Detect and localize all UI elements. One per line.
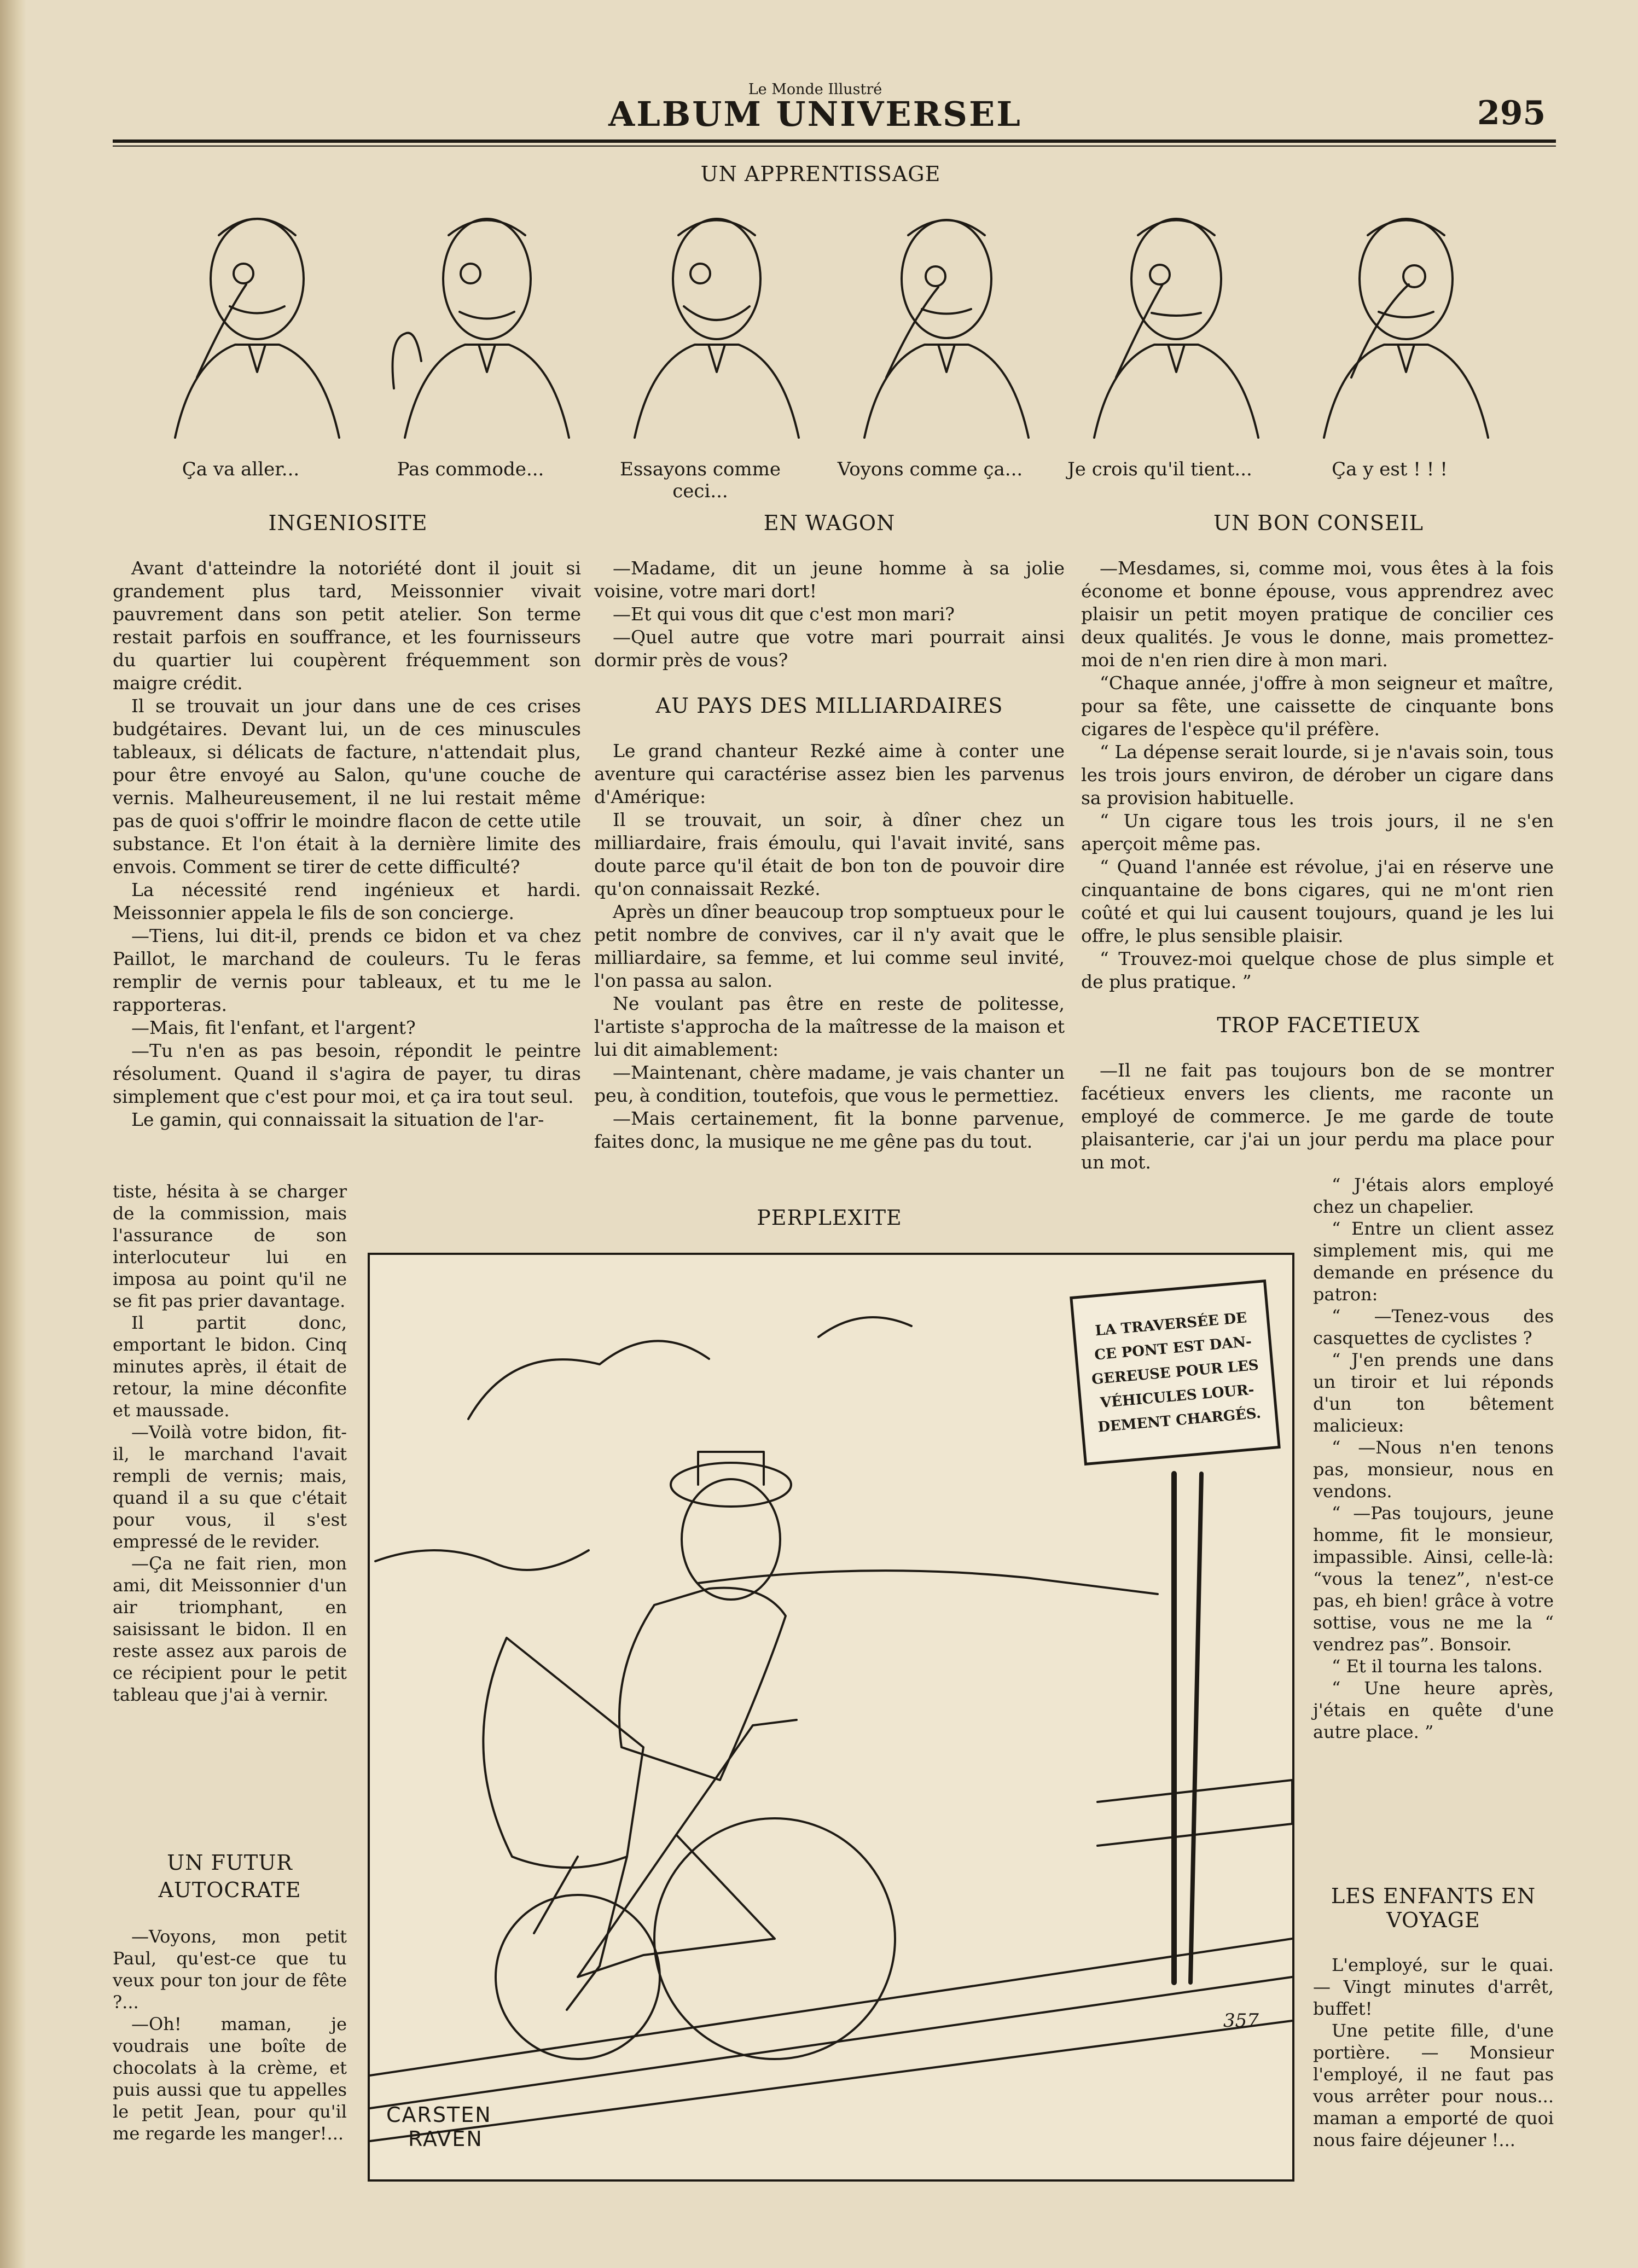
paragraph: —Et qui vous dit que c'est mon mari? xyxy=(613,603,955,625)
masthead-rule-thin xyxy=(113,146,1556,147)
paragraph: “ Une heure après, j'étais en quête d'une autre place. ” xyxy=(1313,1678,1554,1742)
heading-futur-autocrate: UN FUTUR AUTOCRATE xyxy=(158,1851,301,1902)
page-number: 295 xyxy=(1477,94,1546,132)
futur-autocrate-text xyxy=(113,1926,347,2144)
sign-line: CE PONT EST DAN- xyxy=(1094,1333,1253,1364)
cartoon-caption-3: Essayons comme ceci... xyxy=(620,458,781,502)
ingeniosite-lower xyxy=(113,1180,347,1706)
paragraph: —Quel autre que votre mari pourrait ainsi dormir près de vous? xyxy=(594,626,1065,671)
paragraph: “ Un cigare tous les trois jours, il ne s'en aperçoit même pas. xyxy=(1081,810,1554,854)
paragraph: —Tu n'en as pas besoin, répondit le peintre résolument. Quand il s'agira de payer, tu diras simplement que c'est pour moi, et ça ira tout seul. xyxy=(113,1040,581,1107)
masthead-title: ALBUM UNIVERSEL xyxy=(608,94,1022,134)
trop-facetieux-lower xyxy=(1313,1174,1554,1743)
paragraph: —Mais certainement, fit la bonne parvenue, faites donc, la musique ne me gêne pas du tout. xyxy=(594,1108,1065,1152)
paragraph: —Mesdames, si, comme moi, vous êtes à la fois économe et bonne épouse, vous apprendrez avec plaisir un petit moyen pratique de concilier ces deux qualités. Je vous le donne, mais promettez-moi de n'en rien dire à mon mari. xyxy=(1081,557,1554,671)
en-wagon-text xyxy=(594,557,1065,672)
heading-bon-conseil: UN BON CONSEIL xyxy=(1213,511,1424,535)
paragraph: “ Quand l'année est révolue, j'ai en réserve une cinquantaine de bons cigares, qui ne m'ont rien coûté et qui lui causent toujours, quand je les lui offre, le plus sensible plaisir. xyxy=(1081,856,1554,946)
paragraph: —Mais, fit l'enfant, et l'argent? xyxy=(131,1017,416,1038)
cartoon-title: UN APPRENTISSAGE xyxy=(700,162,941,186)
sign-line: LA TRAVERSÉE DE xyxy=(1094,1310,1248,1340)
paragraph: Avant d'atteindre la notoriété dont il jouit si grandement plus tard, Meissonnier vivait pauvrement dans son petit atelier. Son terme restait parfois en souffrance, et les fournisseurs du quartier lui coupèrent fréquemment son maigre crédit. xyxy=(113,557,581,694)
cartoon-caption-5: Je crois qu'il tient... xyxy=(1067,458,1252,480)
masthead-rule xyxy=(113,139,1556,143)
paragraph: —Tiens, lui dit-il, prends ce bidon et va chez Paillot, le marchand de couleurs. Tu le feras remplir de vernis pour tableaux, et tu me le rapporteras. xyxy=(113,925,581,1015)
heading-en-wagon: EN WAGON xyxy=(763,511,896,535)
binding-shadow xyxy=(0,0,26,2268)
paragraph: “ —Pas toujours, jeune homme, fit le monsieur, impassible. Ainsi, celle-là: “vous la tenez”, n'est-ce pas, eh bien! grâce à votre sottise, vous ne me la “ vendrez pas”. Bonsoir. xyxy=(1313,1503,1554,1655)
paragraph: —Voilà votre bidon, fit-il, le marchand l'avait rempli de vernis; mais, quand il a su que c'était pour vous, il s'est empressé de le revider. xyxy=(113,1422,347,1552)
heading-ingeniosite: INGENIOSITE xyxy=(268,511,428,535)
paragraph: tiste, hésita à se charger de la commission, mais l'assurance de son interlocuteur lui en imposa au point qu'il ne se fit pas prier davantage. xyxy=(113,1181,347,1311)
paragraph: —Maintenant, chère madame, je vais chanter un peu, à condition, toutefois, que vous le permettiez. xyxy=(594,1062,1065,1106)
paragraph: L'employé, sur le quai. — Vingt minutes d'arrêt, buffet! xyxy=(1313,1955,1554,2019)
artist-signature xyxy=(386,2103,492,2151)
paragraph: Le gamin, qui connaissait la situation de l'ar- xyxy=(131,1109,544,1130)
sign-line: VÉHICULES LOUR- xyxy=(1100,1381,1255,1412)
paragraph: Il partit donc, emportant le bidon. Cinq minutes après, il était de retour, la mine déconfite et maussade. xyxy=(113,1312,347,1421)
heading-enfants-voyage: LES ENFANTS EN VOYAGE xyxy=(1331,1884,1536,1932)
trop-facetieux-upper xyxy=(1081,1059,1554,1174)
heading-trop-facetieux: TROP FACETIEUX xyxy=(1217,1013,1420,1037)
paragraph: “Chaque année, j'offre à mon seigneur et maître, pour sa fête, une caissette de cinquante bons cigares de l'espèce qu'il préfère. xyxy=(1081,672,1554,740)
cartoon-caption-6: Ça y est ! ! ! xyxy=(1332,458,1448,480)
paragraph: La nécessité rend ingénieux et hardi. Meissonnier appela le fils de son concierge. xyxy=(113,879,581,923)
cartoon-caption-4: Voyons comme ça... xyxy=(837,458,1023,480)
ingeniosite-upper xyxy=(113,557,581,1131)
paragraph: “ Trouvez-moi quelque chose de plus simple et de plus pratique. ” xyxy=(1081,948,1554,992)
sign-line: GEREUSE POUR LES xyxy=(1091,1357,1259,1388)
paragraph: —Voyons, mon petit Paul, qu'est-ce que tu veux pour ton jour de fête ?... xyxy=(113,1926,347,2013)
heading-milliardaires: AU PAYS DES MILLIARDAIRES xyxy=(655,694,1003,718)
paragraph: Une petite fille, d'une portière. — Monsieur l'employé, il ne faut pas vous arrêter pour nous... maman a emporté de quoi nous faire déjeuner !... xyxy=(1313,2020,1554,2150)
plate-number: 357 xyxy=(1223,2010,1259,2032)
sign-line: DEMENT CHARGÉS. xyxy=(1097,1405,1262,1436)
paragraph: “ Et il tourna les talons. xyxy=(1332,1656,1543,1677)
cartoon-caption-2: Pas commode... xyxy=(397,458,544,480)
paragraph: —Il ne fait pas toujours bon de se montrer facétieux envers les clients, me raconte un employé de commerce. Je me garde de toute plaisanterie, car j'ai un jour perdu ma place pour un mot. xyxy=(1081,1060,1554,1173)
paragraph: “ La dépense serait lourde, si je n'avais soin, tous les trois jours environ, de dérober un cigare dans sa provision habituelle. xyxy=(1081,741,1554,809)
paragraph: Après un dîner beaucoup trop somptueux pour le petit nombre de convives, car il n'y avait que le milliardaire, sa femme, et lui comme seul invité, l'on passa au salon. xyxy=(594,901,1065,991)
masthead-small-title: Le Monde Illustré xyxy=(748,81,882,98)
enfants-voyage-text xyxy=(1313,1954,1554,2151)
milliardaires-text xyxy=(594,740,1065,1153)
monocle-faces-illustration xyxy=(142,197,1521,449)
paragraph: “ Entre un client assez simplement mis, qui me demande en présence du patron: xyxy=(1313,1218,1554,1305)
paragraph: “ —Tenez-vous des casquettes de cyclistes ? xyxy=(1313,1306,1554,1348)
bon-conseil-text xyxy=(1081,557,1554,993)
paragraph: “ —Nous n'en tenons pas, monsieur, nous en vendons. xyxy=(1313,1437,1554,1502)
paragraph: “ J'en prends une dans un tiroir et lui réponds d'un ton bêtement malicieux: xyxy=(1313,1350,1554,1436)
heading-perplexite: PERPLEXITE xyxy=(757,1206,902,1230)
paragraph: Il se trouvait, un soir, à dîner chez un milliardaire, frais émoulu, qui l'avait invité, sans doute parce qu'il était de bon ton de pouvoir dire qu'on connaissait Rezké. xyxy=(594,809,1065,899)
paragraph: Il se trouvait un jour dans une de ces crises budgétaires. Devant lui, un de ces minuscules tableaux, si délicats de facture, n'attendait plus, pour être envoyé au Salon, qu'une couche de vernis. Malheureusement, il ne lui restait même pas de quoi s'offrir le moindre flacon de cette utile substance. Et l'on était à la dernière limite des envois. Comment se tirer de cette difficulté? xyxy=(113,695,581,877)
paragraph: “ J'étais alors employé chez un chapelier. xyxy=(1313,1174,1554,1217)
paragraph: Le grand chanteur Rezké aime à conter une aventure qui caractérise assez bien les parvenus d'Amérique: xyxy=(594,740,1065,807)
paragraph: —Oh! maman, je voudrais une boîte de chocolats à la crème, et puis aussi que tu appelles le petit Jean, pour qu'il me regarde les manger!... xyxy=(113,2014,347,2144)
paragraph: —Madame, dit un jeune homme à sa jolie voisine, votre mari dort! xyxy=(594,557,1065,602)
signature-line: RAVEN xyxy=(408,2127,483,2151)
paragraph: —Ça ne fait rien, mon ami, dit Meissonnier d'un air triomphant, en saisissant le bidon. Il en reste assez aux parois de ce récipient pour le petit tableau que j'ai à vernir. xyxy=(113,1553,347,1705)
paragraph: Ne voulant pas être en reste de politesse, l'artiste s'approcha de la maîtresse de la maison et lui dit aimablement: xyxy=(594,993,1065,1060)
cartoon-caption-1: Ça va aller... xyxy=(182,458,300,480)
warning-sign xyxy=(1070,1280,1281,1466)
signature-line: CARSTEN xyxy=(386,2103,492,2127)
perplexite-illustration xyxy=(368,1253,1294,2182)
